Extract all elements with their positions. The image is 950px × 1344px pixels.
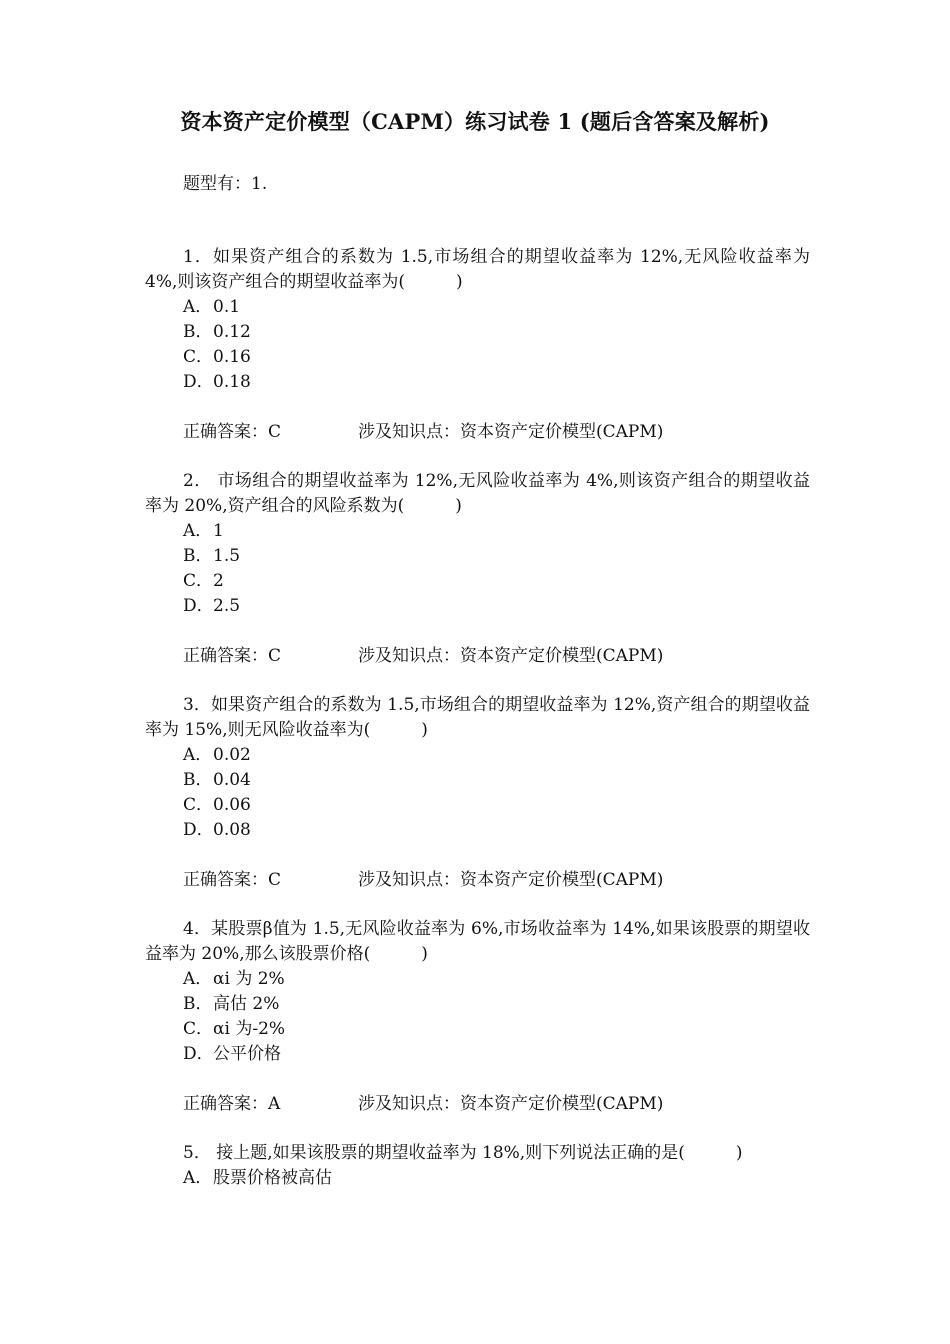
option-letter: B． bbox=[183, 546, 213, 566]
option-a bbox=[145, 743, 810, 768]
option-letter: C． bbox=[183, 347, 214, 367]
option-letter: A． bbox=[183, 745, 213, 765]
answer-row bbox=[145, 420, 810, 445]
option-letter: A． bbox=[183, 1168, 213, 1188]
option-letter: B． bbox=[183, 322, 213, 342]
knowledge-point: 涉及知识点：资本资产定价模型(CAPM) bbox=[358, 422, 664, 442]
option-text: 0.1 bbox=[213, 297, 241, 317]
question-stem: 1．如果资产组合的系数为 1.5,市场组合的期望收益率为 12%,无风险收益率为 4%,则该资产组合的期望收益率为( ) bbox=[145, 247, 810, 292]
option-c bbox=[145, 1017, 810, 1042]
answer-row bbox=[145, 644, 810, 669]
option-b bbox=[145, 992, 810, 1017]
option-text: 0.16 bbox=[213, 347, 251, 367]
option-list bbox=[145, 1166, 810, 1191]
correct-answer: 正确答案：A bbox=[183, 1094, 281, 1114]
correct-answer: 正确答案：C bbox=[183, 422, 282, 442]
option-b bbox=[145, 768, 810, 793]
option-text: 1 bbox=[213, 521, 224, 541]
option-letter: D． bbox=[183, 372, 214, 392]
option-letter: D． bbox=[183, 820, 214, 840]
option-letter: A． bbox=[183, 297, 213, 317]
correct-answer: 正确答案：C bbox=[183, 646, 282, 666]
page-title: 资本资产定价模型（CAPM）练习试卷 1 (题后含答案及解析) bbox=[180, 109, 770, 134]
option-letter: C． bbox=[183, 795, 214, 815]
option-text: 高估 2% bbox=[213, 994, 280, 1014]
option-text: αi 为 2% bbox=[213, 969, 285, 989]
option-text: 0.08 bbox=[213, 820, 251, 840]
question-stem: 4．某股票β值为 1.5,无风险收益率为 6%,市场收益率为 14%,如果该股票的期望收益率为 20%,那么该股票价格( ) bbox=[145, 919, 810, 964]
option-b bbox=[145, 544, 810, 569]
option-d bbox=[145, 370, 810, 395]
option-text: 0.02 bbox=[213, 745, 251, 765]
option-letter: C． bbox=[183, 1019, 214, 1039]
option-letter: D． bbox=[183, 1044, 214, 1064]
knowledge-point: 涉及知识点：资本资产定价模型(CAPM) bbox=[358, 870, 664, 890]
question-2 bbox=[145, 469, 810, 669]
question-stem: 2． 市场组合的期望收益率为 12%,无风险收益率为 4%,则该资产组合的期望收益率为 20%,资产组合的风险系数为( ) bbox=[145, 471, 810, 516]
answer-row bbox=[145, 868, 810, 893]
option-text: 0.04 bbox=[213, 770, 251, 790]
option-a bbox=[145, 519, 810, 544]
question-5 bbox=[145, 1141, 810, 1191]
option-d bbox=[145, 818, 810, 843]
option-text: 0.18 bbox=[213, 372, 251, 392]
option-letter: C． bbox=[183, 571, 214, 591]
correct-answer: 正确答案：C bbox=[183, 870, 282, 890]
option-b bbox=[145, 320, 810, 345]
option-list bbox=[145, 295, 810, 395]
option-letter: D． bbox=[183, 596, 214, 616]
option-letter: A． bbox=[183, 969, 213, 989]
option-text: 公平价格 bbox=[213, 1044, 281, 1064]
question-type-line: 题型有：1. bbox=[183, 174, 268, 194]
knowledge-point: 涉及知识点：资本资产定价模型(CAPM) bbox=[358, 1094, 664, 1114]
option-text: 0.06 bbox=[213, 795, 251, 815]
option-text: 0.12 bbox=[213, 322, 251, 342]
option-letter: B． bbox=[183, 994, 213, 1014]
option-c bbox=[145, 345, 810, 370]
option-text: 1.5 bbox=[213, 546, 241, 566]
question-stem: 5． 接上题,如果该股票的期望收益率为 18%,则下列说法正确的是( ) bbox=[183, 1143, 743, 1163]
option-c bbox=[145, 569, 810, 594]
option-letter: A． bbox=[183, 521, 213, 541]
option-list bbox=[145, 519, 810, 619]
option-a bbox=[145, 967, 810, 992]
option-text: 2.5 bbox=[213, 596, 241, 616]
question-1 bbox=[145, 245, 810, 445]
option-list bbox=[145, 967, 810, 1067]
answer-row bbox=[145, 1092, 810, 1117]
question-stem: 3．如果资产组合的系数为 1.5,市场组合的期望收益率为 12%,资产组合的期望收益率为 15%,则无风险收益率为( ) bbox=[145, 695, 810, 740]
question-3 bbox=[145, 693, 810, 893]
option-text: 股票价格被高估 bbox=[213, 1168, 332, 1188]
option-text: αi 为-2% bbox=[213, 1019, 286, 1039]
question-4 bbox=[145, 917, 810, 1117]
option-d bbox=[145, 594, 810, 619]
option-a bbox=[145, 1166, 810, 1191]
option-letter: B． bbox=[183, 770, 213, 790]
option-text: 2 bbox=[213, 571, 224, 591]
option-c bbox=[145, 793, 810, 818]
option-a bbox=[145, 295, 810, 320]
option-d bbox=[145, 1042, 810, 1067]
option-list bbox=[145, 743, 810, 843]
knowledge-point: 涉及知识点：资本资产定价模型(CAPM) bbox=[358, 646, 664, 666]
